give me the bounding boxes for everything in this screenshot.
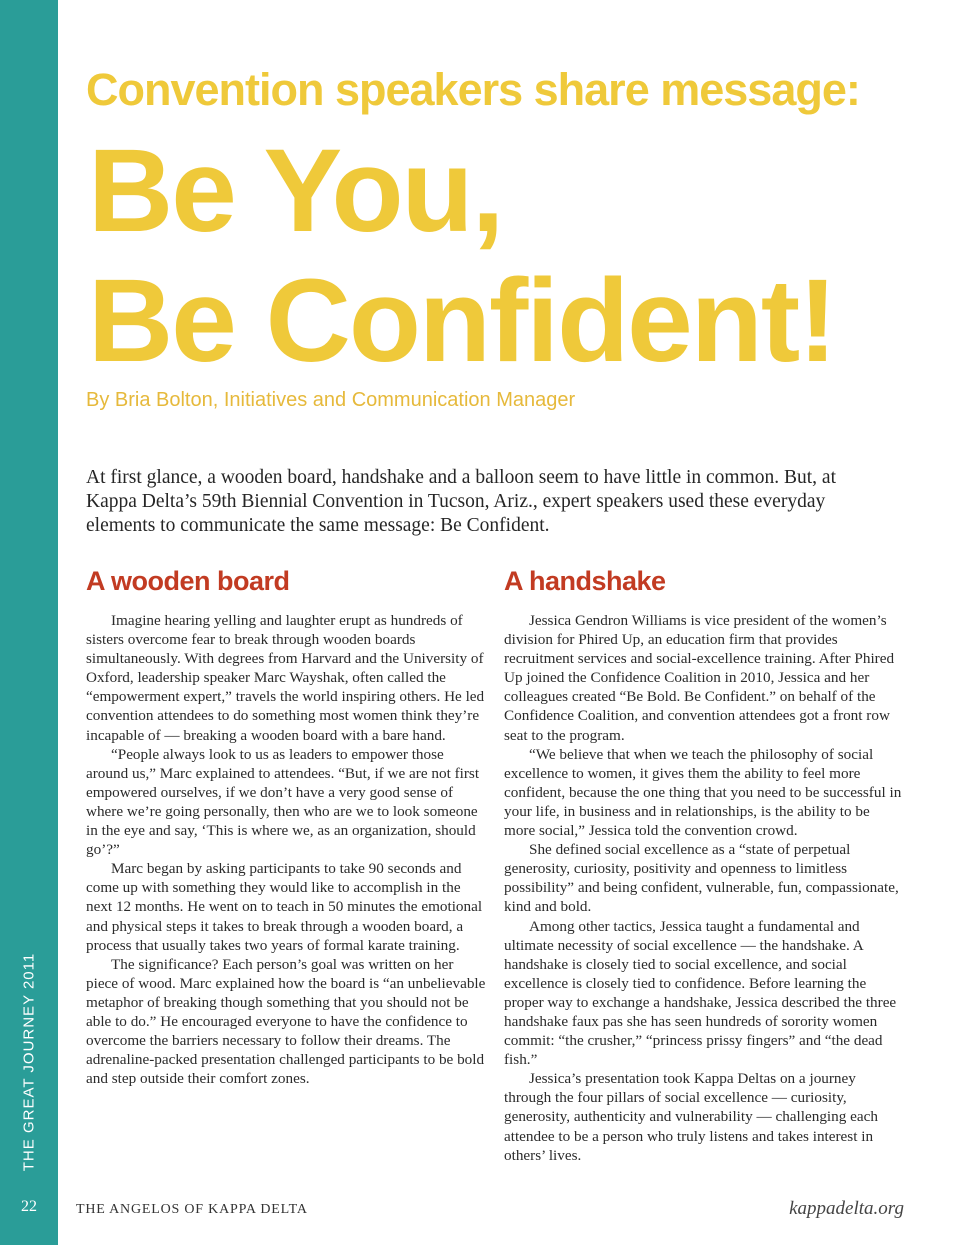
section-heading: A handshake [504,566,666,596]
footer-publication: THE ANGELOS OF KAPPA DELTA [76,1202,308,1217]
sidebar-band [0,0,58,1245]
column-handshake [504,566,904,1165]
page-number: 22 [21,1198,37,1215]
intro-paragraph: At first glance, a wooden board, handshake and a balloon seem to have little in common. But, at Kappa Delta’s 59th Biennial Convention in Tucson, Ariz., expert speakers used these everyday elements to communicate the same message: Be Confident. [86,467,837,536]
byline: By Bria Bolton, Initiatives and Communication Manager [86,389,576,411]
body-paragraph: “We believe that when we teach the philosophy of social excellence to women, it gives them the ability to feel more confident, because the one thing that you need to be successful in your life, in business and in relationships, is the ability to be more social,” Jessica told the convention crowd. [504,745,902,840]
body-paragraph: The significance? Each person’s goal was written on her piece of wood. Marc explained how the board is “an unbelievable metaphor of breaking though something that you should not be able to do.” He encouraged everyone to have the confidence to overcome the barriers necessary to follow their dreams. The adrenaline-packed presentation challenged participants to be bold and step outside their comfort zones. [86,955,486,1088]
body-paragraph: She defined social excellence as a “state of perpetual generosity, curiosity, positivity and openness to limitless possibility” and being confident, vulnerable, fun, compassionate, kind and bold. [504,841,899,916]
headline-line-1: Be You, [88,125,503,257]
body-paragraph: Marc began by asking participants to take 90 seconds and come up with something they would like to accomplish in the next 12 months. He went on to teach in 50 minutes the emotional and physical steps it takes to break through a wooden board, a process that usually takes two years of formal karate training. [86,860,483,954]
body-paragraph: Jessica Gendron Williams is vice president of the women’s division for Phired Up, an education firm that provides recruitment services and social-excellence training. After Phired Up joined the Confidence Coalition in 2010, Jessica and her colleagues created “Be Bold. Be Confident.” on behalf of the Confidence Coalition, and convention attendees got a front row seat to the program. [504,612,895,744]
body-paragraph: Imagine hearing yelling and laughter erupt as hundreds of sisters overcome fear to break through wooden boards simultaneously. With degrees from Harvard and the University of Oxford, leadership speaker Marc Wayshak, often called the “empowerment expert,” travels the world inspiring others. He led convention attendees to do something most women think they’re incapable of — breaking a wooden board with a bare hand. [86,612,485,744]
headline-line-2: Be Confident! [88,255,836,387]
headline-kicker: Convention speakers share message: [86,64,860,115]
issue-label: THE GREAT JOURNEY 2011 [20,952,38,1172]
body-paragraph: Among other tactics, Jessica taught a fundamental and ultimate necessity of social excellence — the handshake. A handshake is closely tied to social excellence, and social excellence is closely tied to confidence. Before learning the proper way to exchange a handshake, Jessica described the three handshake faux pas she has seen hundreds of sorority women commit: “the crusher,” “princess prissy fingers” and “the dead fish.” [504,917,897,1069]
section-heading: A wooden board [86,566,290,596]
column-wooden-board [86,566,486,1088]
footer-website: kappadelta.org [789,1198,904,1219]
body-paragraph: Jessica’s presentation took Kappa Deltas on a journey through the four pillars of social excellence — curiosity, generosity, authenticity and vulnerability — challenging each attendee to be a person who truly listens and takes interest in others’ lives. [504,1070,878,1164]
body-paragraph: “People always look to us as leaders to empower those around us,” Marc explained to attendees. “But, if we are not first empowered ourselves, if we don’t have a very good sense of where we’re going personally, then who are we to look someone in the eye and say, ‘This is where we, as an organization, should go’?” [86,745,480,859]
headline-title [88,126,835,386]
